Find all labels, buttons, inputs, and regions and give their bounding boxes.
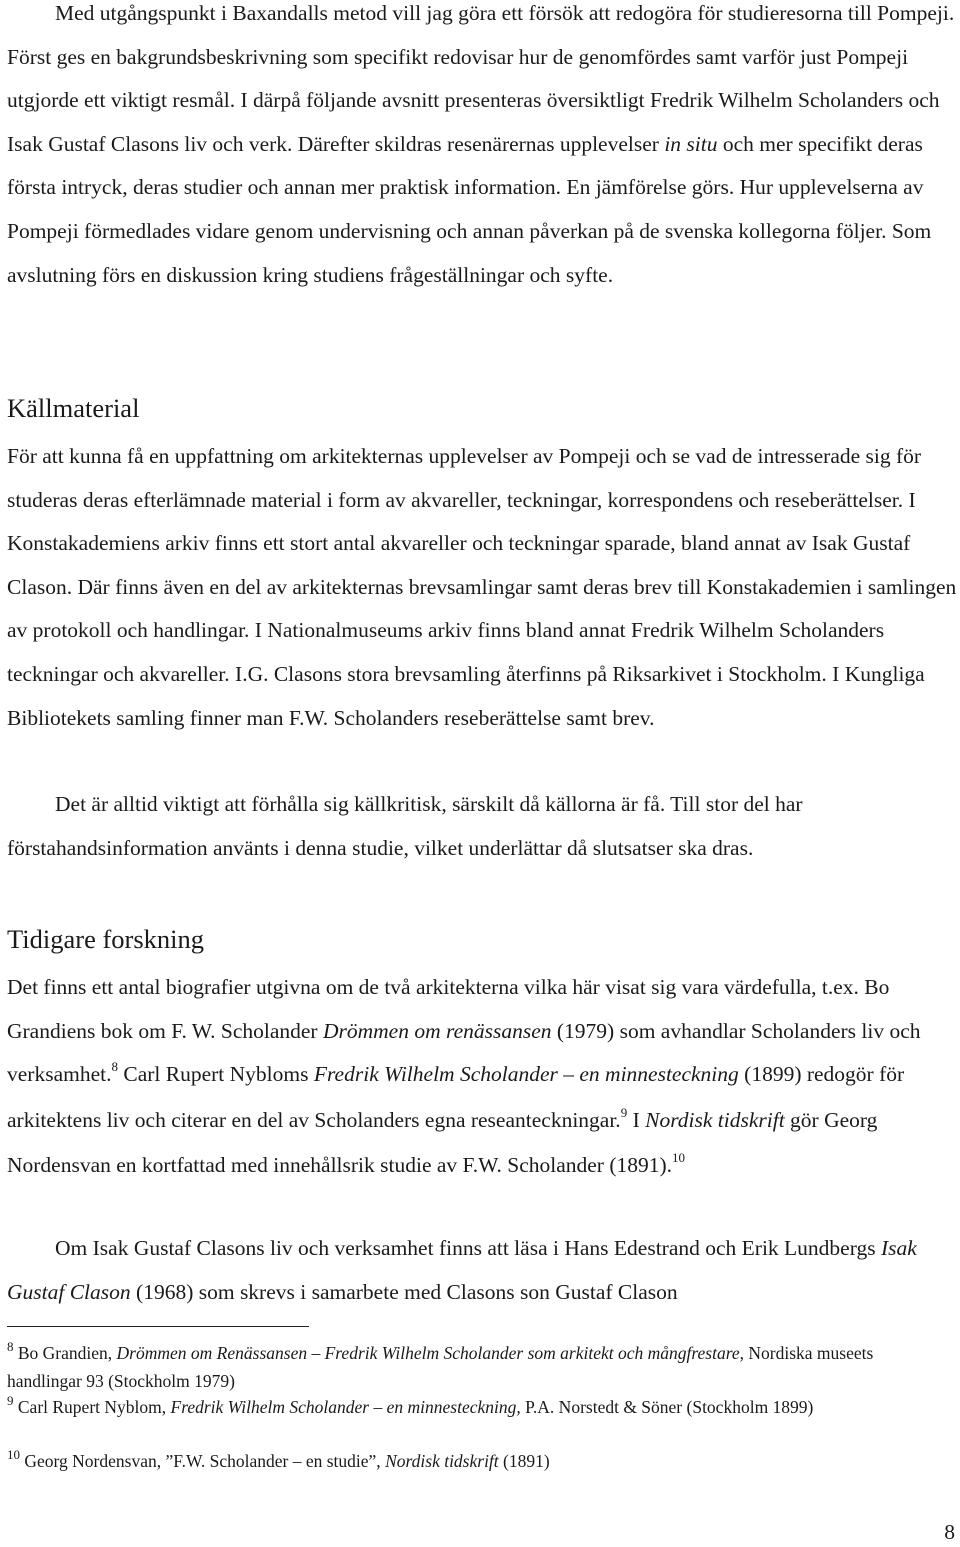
research-paragraph-1 <box>7 966 960 1190</box>
sources-paragraph-2: Det är alltid viktigt att förhålla sig källkritisk, särskilt då källorna är få. Till stor del har förstahandsinformation använts i denna studie, vilket underlättar då slutsatser ska dras. <box>7 792 803 860</box>
research-italic-title-2: Fredrik Wilhelm Scholander – en minnesteckning <box>313 1062 739 1087</box>
footnote-9 <box>7 1394 947 1422</box>
intro-text-2: och mer specifikt deras första intryck, deras studier och annan mer praktisk information. En jämförelse görs. Hur upplevelserna av Pompeji förmedlades vidare genom undervisning och annan påverkan på de svenska kollegorna följer. Som avslutning förs en diskussion kring studiens frågeställningar och syfte. <box>7 131 932 287</box>
sources-paragraph-1: För att kunna få en uppfattning om arkitekternas upplevelser av Pompeji och se vad de intresserade sig för studeras deras efterlämnade material i form av akvareller, teckningar, korrespondens och reseberättelser. I Konstakademiens arkiv finns ett stort antal akvareller och teckningar sparade, bland annat av Isak Gustaf Clason. Där finns även en del av arkitekternas brevsamlingar samt deras brev till Konstakademien i samlingen av protokoll och handlingar. I Nationalmuseums arkiv finns bland annat Fredrik Wilhelm Scholanders teckningar och akvareller. I.G. Clasons stora brevsamling återfinns på Riksarkivet i Stockholm. I Kungliga Bibliotekets samling finner man F.W. Scholanders reseberättelse samt brev. <box>7 444 957 730</box>
footnote-9-italic: Fredrik Wilhelm Scholander – en minnesteckning, <box>170 1397 521 1417</box>
footnote-ref-10[interactable]: 10 <box>672 1150 686 1166</box>
footnote-8-text-b: , Nordiska museets handlingar 93 (Stockholm 1979) <box>7 1343 874 1391</box>
research-text-c: Carl Rupert Nybloms <box>117 1062 314 1087</box>
footnote-number-8: 8 <box>7 1339 14 1354</box>
section-heading-kallmaterial: Källmaterial <box>7 393 140 423</box>
intro-paragraph <box>7 0 960 297</box>
intro-italic-in-situ: in situ <box>664 131 718 156</box>
research-text-e: I <box>627 1107 646 1132</box>
footnote-number-9: 9 <box>7 1393 14 1408</box>
research-italic-title-1: Drömmen om renässansen <box>322 1018 552 1043</box>
research-text-f: gör Georg Nordensvan en kortfattad med innehållsrik studie av F.W. Scholander (1891). <box>7 1107 878 1178</box>
footnote-10 <box>7 1448 947 1476</box>
footnote-ref-8[interactable]: 8 <box>111 1059 118 1075</box>
research-text-b: (1979) som avhandlar Scholanders liv och verksamhet. <box>7 1018 921 1087</box>
intro-text-1: Med utgångspunkt i Baxandalls metod vill jag göra ett försök att redogöra för studieresorna till Pompeji. Först ges en bakgrundsbeskrivning som specifikt redovisar hur de genomfördes samt varför just Pompeji utgjorde ett viktigt resmål. I därpå följande avsnitt presenteras översiktligt Fredrik Wilhelm Scholanders och Isak Gustaf Clasons liv och verk. Därefter skildras resenärernas upplevelser <box>7 1 955 156</box>
footnote-9-text-b: P.A. Norstedt & Söner (Stockholm 1899) <box>520 1397 814 1417</box>
footnote-divider <box>7 1326 309 1327</box>
footnote-9-text-a: Carl Rupert Nyblom, <box>13 1397 171 1417</box>
footnote-number-10: 10 <box>7 1447 20 1462</box>
page-number: 8 <box>944 1520 955 1544</box>
research-text-d: (1899) redogör för arkitektens liv och citerar en del av Scholanders egna reseanteckningar. <box>7 1062 905 1132</box>
footnote-ref-9[interactable]: 9 <box>620 1104 628 1120</box>
research-p2-italic-title: Isak Gustaf Clason <box>7 1236 917 1304</box>
research-p2-text-b: (1968) som skrevs i samarbete med Clasons son Gustaf Clason <box>130 1279 678 1304</box>
research-p2-text-a: Om Isak Gustaf Clasons liv och verksamhet finns att läsa i Hans Edestrand och Erik Lundbergs <box>55 1236 881 1260</box>
footnote-8-text-a: Bo Grandien, <box>13 1343 117 1363</box>
footnote-10-italic: Nordisk tidskrift <box>385 1451 499 1471</box>
footnote-8-italic: Drömmen om Renässansen – Fredrik Wilhelm Scholander som arkitekt och mångfrestare <box>116 1343 740 1363</box>
footnote-10-text-b: (1891) <box>498 1451 550 1471</box>
research-text-a: Det finns ett antal biografier utgivna om de två arkitekterna vilka här visat sig vara värdefulla, t.ex. Bo Grandiens bok om F. W. Scholander <box>7 975 890 1043</box>
footnote-10-text-a: Georg Nordensvan, ”F.W. Scholander – en studie”, <box>20 1451 386 1471</box>
section-heading-tidigare-forskning: Tidigare forskning <box>7 924 205 954</box>
research-paragraph-2 <box>7 1227 960 1314</box>
research-italic-title-3: Nordisk tidskrift <box>645 1107 785 1132</box>
footnote-8 <box>7 1340 947 1394</box>
